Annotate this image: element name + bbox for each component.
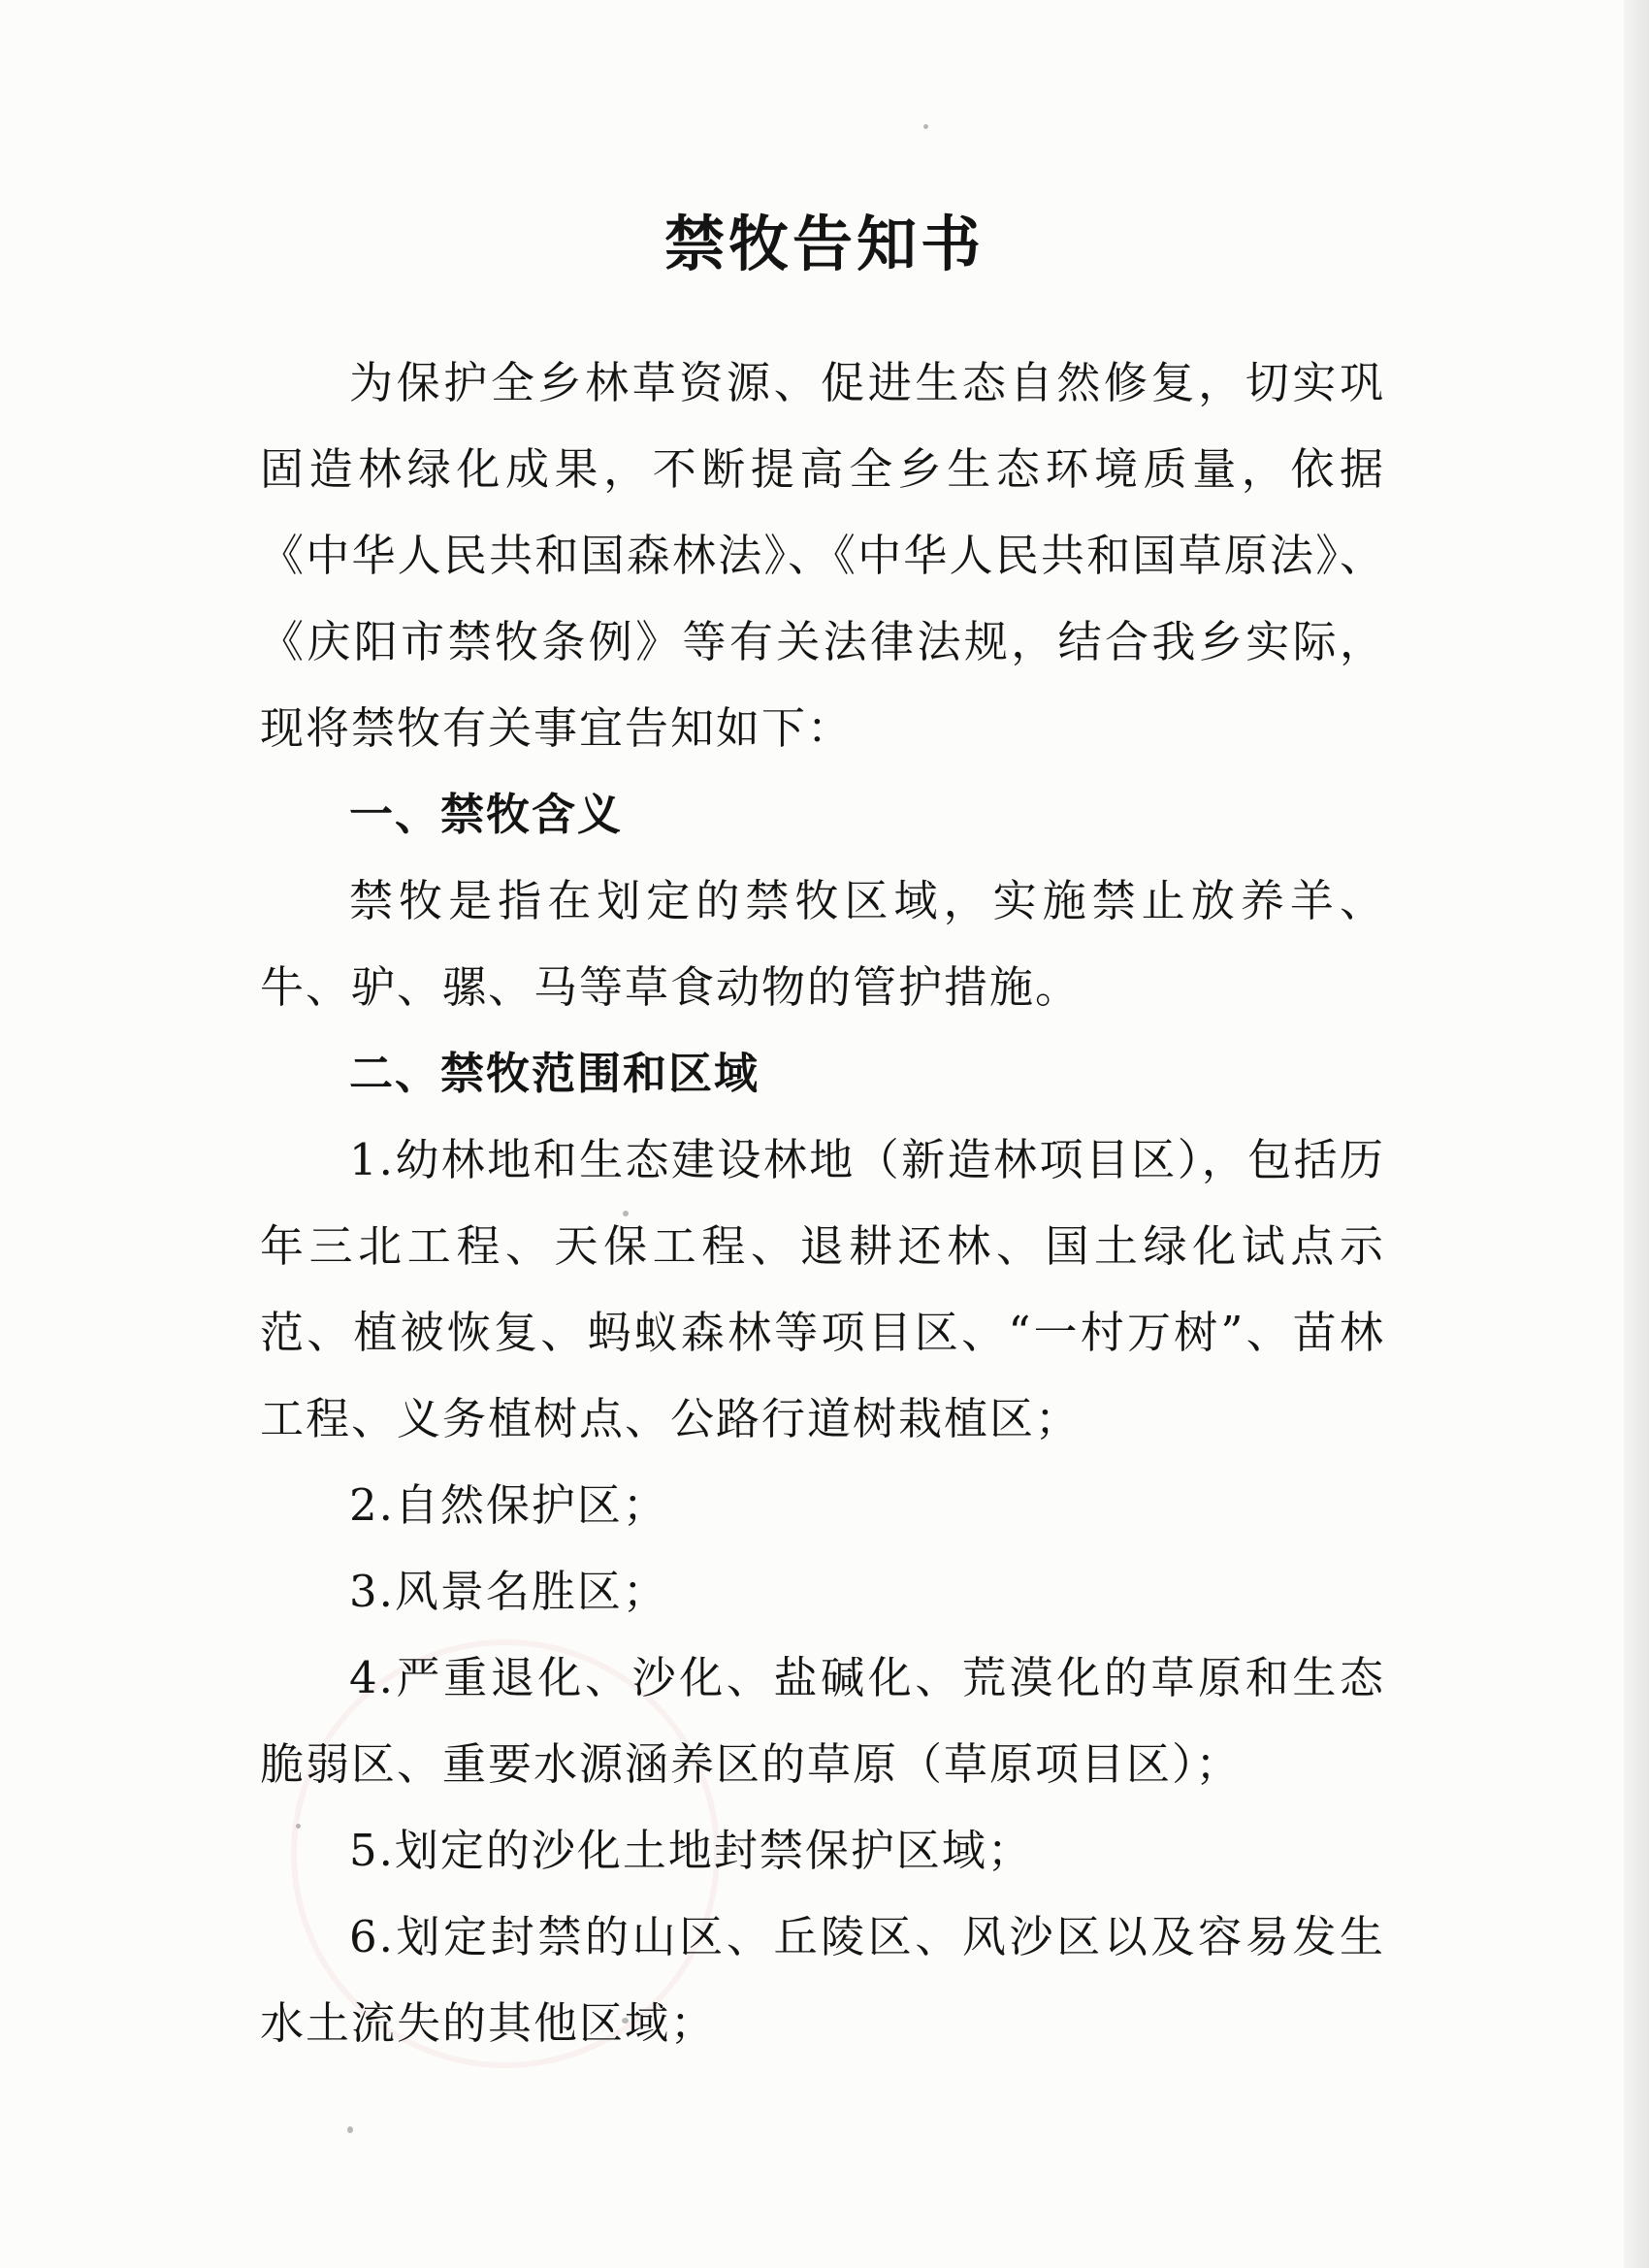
scope-item-2: 2.自然保护区；	[349, 1479, 668, 1531]
scope-item-5: 5.划定的沙化土地封禁保护区域；	[349, 1825, 1033, 1876]
section-paragraph: 禁牧是指在划定的禁牧区域，实施禁止放养羊、牛、驴、骡、马等草食动物的管护措施。	[260, 875, 1385, 1013]
intro-paragraph: 为保护全乡林草资源、促进生态自然修复，切实巩固造林绿化成果，不断提高全乡生态环境质量，依据《中华人民共和国森林法》、《中华人民共和国草原法》、《庆阳市禁牧条例》等有关法律法规，结合我乡实际，现将禁牧有关事宜告知如下：	[260, 357, 1385, 754]
section-heading-grazing-scope: 二、禁牧范围和区域	[349, 1048, 760, 1099]
page-edge-shadow	[1624, 0, 1649, 2268]
scope-item-6: 6.划定封禁的山区、丘陵区、风沙区以及容易发生水土流失的其他区域；	[260, 1911, 1385, 2049]
scope-item-1: 1.幼林地和生态建设林地（新造林项目区），包括历年三北工程、天保工程、退耕还林、国土绿化试点示范、植被恢复、蚂蚁森林等项目区、“一村万树”、苗林工程、义务植树点、公路行道树栽植区；	[260, 1134, 1385, 1444]
scan-speck	[923, 124, 928, 129]
document-body	[260, 340, 1385, 2066]
document-title: 禁牧告知书	[663, 209, 985, 279]
scope-item-3: 3.风景名胜区；	[349, 1566, 668, 1617]
section-heading-grazing-meaning: 一、禁牧含义	[349, 789, 624, 840]
scope-item-4: 4.严重退化、沙化、盐碱化、荒漠化的草原和生态脆弱区、重要水源涵养区的草原（草原项目区）；	[260, 1652, 1385, 1790]
scan-speck	[347, 2126, 353, 2133]
